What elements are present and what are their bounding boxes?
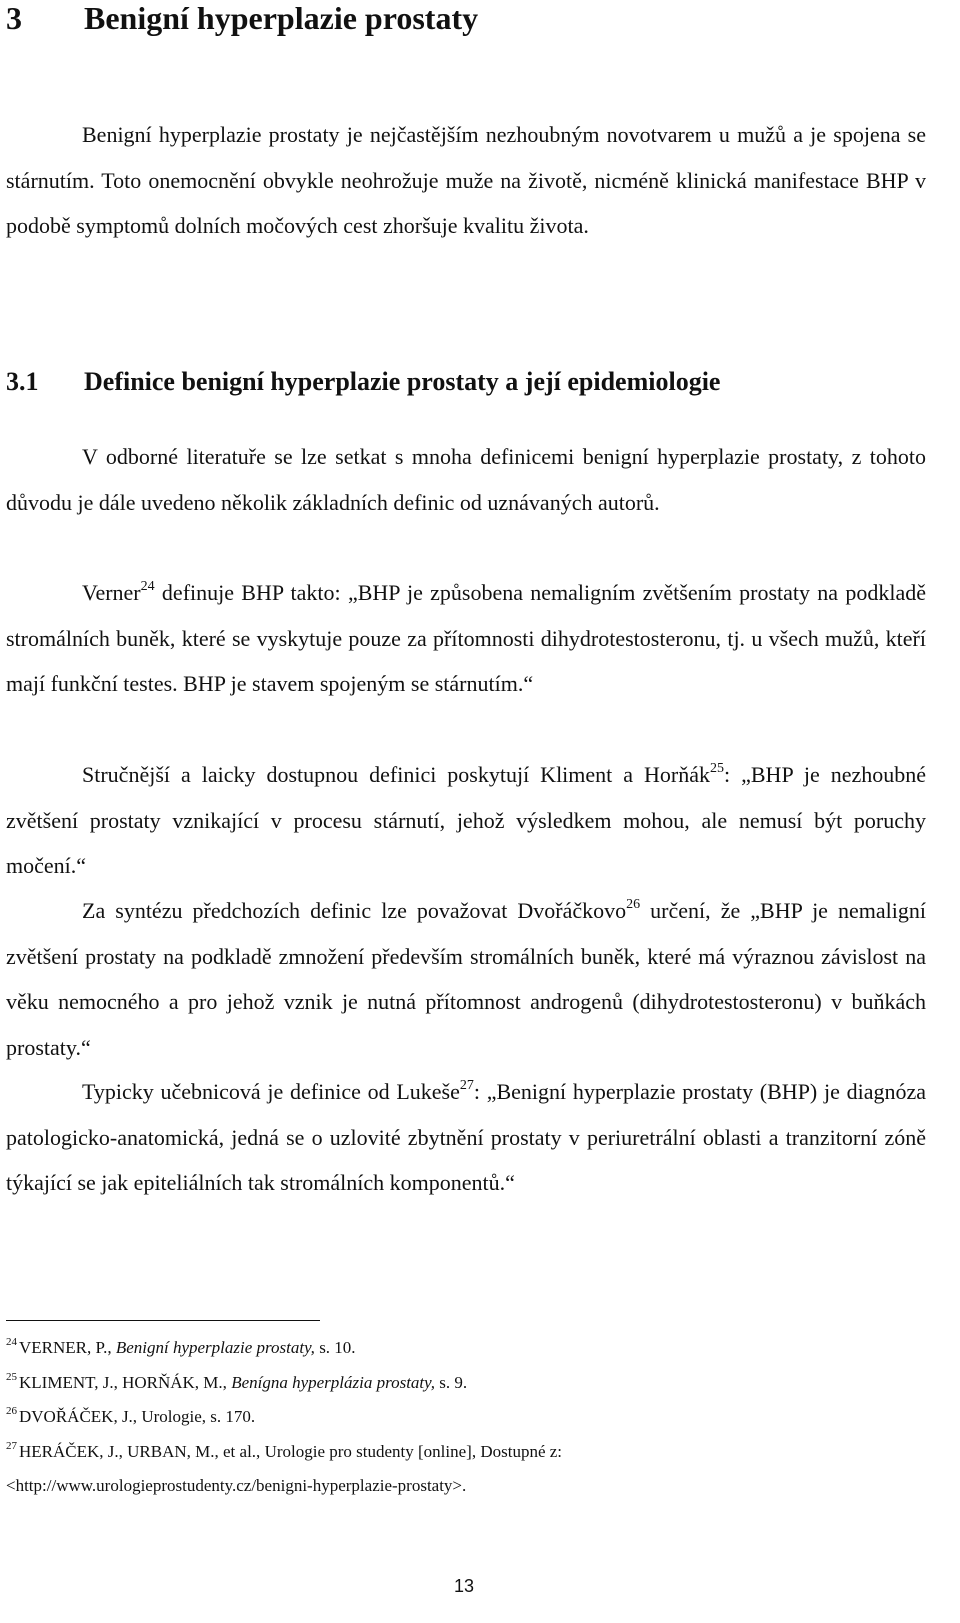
intro-paragraph-text: Benigní hyperplazie prostaty je nejčastějším nezhoubným novotvarem u mužů a je spojena se stárnutím. Toto onemocnění obvykle neohrožuje muže na životě, nicméně klinická manifestace BHP v podobě symptomů dolních močových cest zhoršuje kvalitu života. xyxy=(6,122,926,239)
footnote-ref-24[interactable]: 24 xyxy=(140,579,155,595)
chapter-title: Benigní hyperplazie prostaty xyxy=(84,0,479,36)
page-number: 13 xyxy=(453,1576,475,1596)
footnote-author: VERNER, P., xyxy=(19,1338,112,1357)
verner-text-after: definuje BHP takto: „BHP je způsobena nemaligním zvětšením prostaty na podkladě stromálních buněk, které se vyskytuje pouze za přítomnosti dihydrotestosteronu, tj. u všech mužů, kteří mají funkční testes. BHP je stavem spojeným se stárnutím.“ xyxy=(6,580,926,697)
footnote-rest: s. 10. xyxy=(314,1338,356,1357)
section-number: 3.1 xyxy=(6,367,39,396)
definitions-intro-paragraph xyxy=(6,434,926,525)
footnote-item xyxy=(6,1366,926,1401)
lukes-text-before: Typicky učebnicová je definice od Lukeše xyxy=(82,1079,460,1104)
kliment-definition-paragraph xyxy=(6,752,926,889)
footnote-title: Benígna hyperplázia prostaty, xyxy=(231,1372,436,1392)
section-title: Definice benigní hyperplazie prostaty a její epidemiologie xyxy=(84,367,721,396)
chapter-number: 3 xyxy=(6,0,22,36)
footnote-rest: Urologie pro studenty [online], Dostupné z: xyxy=(264,1441,563,1461)
footnote-ref-27[interactable]: 27 xyxy=(459,1078,474,1094)
footnote-number: 26 xyxy=(6,1405,17,1418)
footnote-title: Benigní hyperplazie prostaty, xyxy=(115,1338,315,1357)
intro-paragraph xyxy=(6,112,926,249)
footnote-number: 24 xyxy=(6,1336,17,1349)
lukes-text-after: : „Benigní hyperplazie prostaty (BHP) je diagnóza patologicko-anatomická, jedná se o uzlovité zbytnění prostaty v periuretrální oblasti a tranzitorní zóně týkající se jak epiteliálních tak stromálních komponentů.“ xyxy=(6,1079,926,1196)
dvoracek-text-before: Za syntézu předchozích definic lze považovat Dvořáčkovo xyxy=(82,898,627,923)
footnote-divider xyxy=(6,1320,320,1321)
footnote-author: KLIMENT, J., HORŇÁK, M., xyxy=(19,1372,227,1392)
section-heading xyxy=(6,362,720,402)
lukes-definition-paragraph xyxy=(6,1069,926,1206)
footnote-ref-26[interactable]: 26 xyxy=(626,897,641,913)
footnote-item xyxy=(6,1400,926,1435)
footnote-item xyxy=(6,1435,926,1470)
footnote-ref-25[interactable]: 25 xyxy=(710,761,725,777)
footnote-number: 25 xyxy=(6,1370,17,1383)
kliment-text-before: Stručnější a laicky dostupnou definici poskytují Kliment a Horňák xyxy=(82,762,711,787)
footnotes-list xyxy=(6,1331,926,1504)
dvoracek-definition-paragraph xyxy=(6,888,926,1070)
footnote-url-line xyxy=(6,1469,926,1504)
footnote-rest: s. 9. xyxy=(435,1372,468,1392)
verner-text-before: Verner xyxy=(82,580,141,605)
verner-definition-paragraph xyxy=(6,570,926,707)
kliment-text-after: : „BHP je nezhoubné zvětšení prostaty vznikající v procesu stárnutí, jehož výsledkem mohou, ale nemusí být poruchy močení.“ xyxy=(6,762,927,879)
footnote-number: 27 xyxy=(6,1439,17,1452)
footnote-url[interactable]: <http://www.urologieprostudenty.cz/benigni-hyperplazie-prostaty>. xyxy=(6,1476,467,1495)
footnote-item xyxy=(6,1331,926,1366)
footnote-author: DVOŘÁČEK, J., xyxy=(19,1407,138,1426)
chapter-heading xyxy=(6,0,478,42)
dvoracek-text-after: určení, že „BHP je nemaligní zvětšení prostaty na podkladě zmnožení především stromálních buněk, které má výraznou závislost na věku nemocného a pro jehož vznik je nutná přítomnost androgenů (dihydrotestosteronu) v buňkách prostaty.“ xyxy=(6,898,926,1060)
footnote-rest: Urologie, s. 170. xyxy=(141,1407,256,1426)
footnote-author: HERÁČEK, J., URBAN, M., et al., xyxy=(19,1441,261,1461)
definitions-intro-text: V odborné literatuře se lze setkat s mnoha definicemi benigní hyperplazie prostaty, z tohoto důvodu je dále uvedeno několik základních definic od uznávaných autorů. xyxy=(6,444,926,515)
